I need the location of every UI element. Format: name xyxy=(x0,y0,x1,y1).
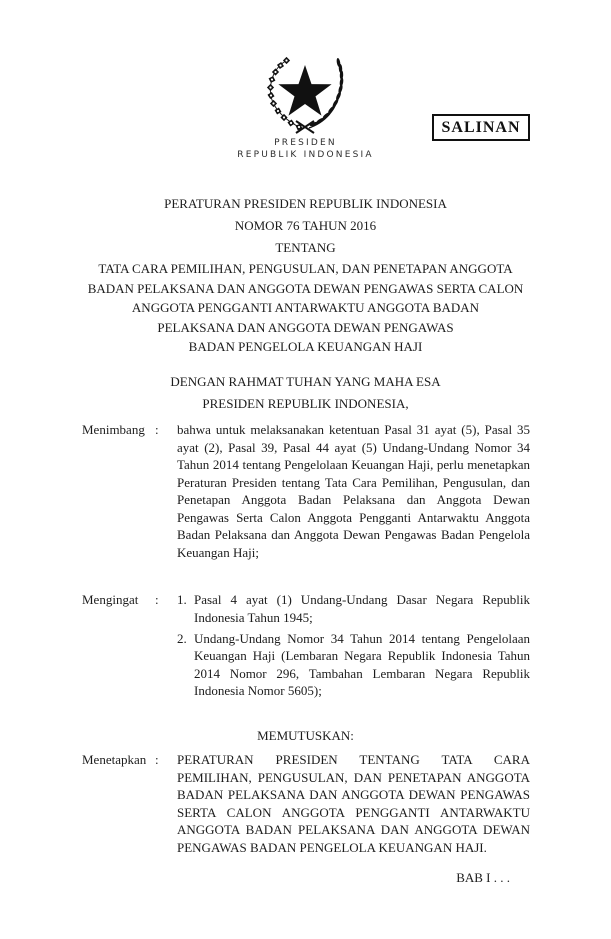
list-item-number: 2. xyxy=(177,630,187,646)
list-item xyxy=(177,591,530,626)
subject-line: TATA CARA PEMILIHAN, PENGUSULAN, DAN PENETAPAN ANGGOTA xyxy=(98,261,513,276)
considering-text: bahwa untuk melaksanakan ketentuan Pasal 31 ayat (5), Pasal 35 ayat (2), Pasal 39, Pasal 44 ayat (5) Undang-Undang Nomor 34 Tahun 2014 tentang Pengelolaan Keuangan Haji, perlu menetapkan Peraturan Presiden tentang Tata Cara Pemilihan, Pengusulan, dan Penetapan Anggota Badan Pelaksana dan Anggota Dewan Pengawas Serta Calon Anggota Pengganti Antarwaktu Anggota Badan Pelaksana dan Anggota Dewan Pengawas Badan Pengelola Keuangan Haji; xyxy=(177,422,530,560)
letterhead-presiden: PRESIDEN xyxy=(274,138,337,148)
remembering-colon: : xyxy=(155,592,159,607)
salinan-stamp xyxy=(432,114,530,141)
regulation-heading: PERATURAN PRESIDEN REPUBLIK INDONESIA xyxy=(164,196,447,211)
regulation-subject xyxy=(0,259,611,357)
preamble xyxy=(0,371,611,415)
stipulating-colon: : xyxy=(155,752,159,767)
page-continuation-marker: BAB I . . . xyxy=(456,870,510,885)
subject-line: BADAN PENGELOLA KEUANGAN HAJI xyxy=(188,339,423,354)
regulation-about-label: TENTANG xyxy=(275,240,336,255)
subject-line: PELAKSANA DAN ANGGOTA DEWAN PENGAWAS xyxy=(157,319,454,335)
legal-basis-list xyxy=(177,591,530,700)
list-item-text: Undang-Undang Nomor 34 Tahun 2014 tentang Pengelolaan Keuangan Haji (Lembaran Negara Republik Indonesia Tahun 2014 Nomor 296, Tambahan Lembaran Negara Republik Indonesia Nomor 5605); xyxy=(194,630,530,698)
grace-line: DENGAN RAHMAT TUHAN YANG MAHA ESA xyxy=(170,374,441,389)
subject-line: ANGGOTA PENGGANTI ANTARWAKTU ANGGOTA BADAN xyxy=(131,300,480,315)
regulation-number: NOMOR 76 TAHUN 2016 xyxy=(234,218,377,233)
considering-clause xyxy=(82,421,530,561)
decision-heading: MEMUTUSKAN: xyxy=(257,728,354,743)
letterhead-republik-indonesia: REPUBLIK INDONESIA xyxy=(237,150,374,160)
star-wreath-icon xyxy=(250,51,360,136)
considering-colon: : xyxy=(155,422,159,437)
presidential-seal xyxy=(250,51,360,136)
considering-label: Menimbang xyxy=(82,422,145,437)
list-item-text: Pasal 4 ayat (1) Undang-Undang Dasar Negara Republik Indonesia Tahun 1945; xyxy=(194,592,530,625)
authority-line: PRESIDEN REPUBLIK INDONESIA, xyxy=(202,396,409,411)
title-block xyxy=(0,193,611,357)
remembering-label: Mengingat xyxy=(82,592,139,607)
salinan-label: SALINAN xyxy=(441,118,521,136)
subject-line: BADAN PELAKSANA DAN ANGGOTA DEWAN PENGAWAS SERTA CALON xyxy=(87,280,524,296)
list-item xyxy=(177,630,530,700)
stipulating-label: Menetapkan xyxy=(82,752,147,767)
stipulating-clause xyxy=(82,751,530,856)
remembering-clause xyxy=(82,591,530,700)
list-item-number: 1. xyxy=(177,592,187,607)
stipulating-text: PERATURAN PRESIDEN TENTANG TATA CARA PEMILIHAN, PENGUSULAN, DAN PENETAPAN ANGGOTA BADAN PELAKSANA DAN ANGGOTA DEWAN PENGAWAS SERTA CALON ANGGOTA PENGGANTI ANTARWAKTU ANGGOTA BADAN PELAKSANA DAN ANGGOTA DEWAN PENGAWAS BADAN PENGELOLA KEUANGAN HAJI. xyxy=(177,752,530,855)
